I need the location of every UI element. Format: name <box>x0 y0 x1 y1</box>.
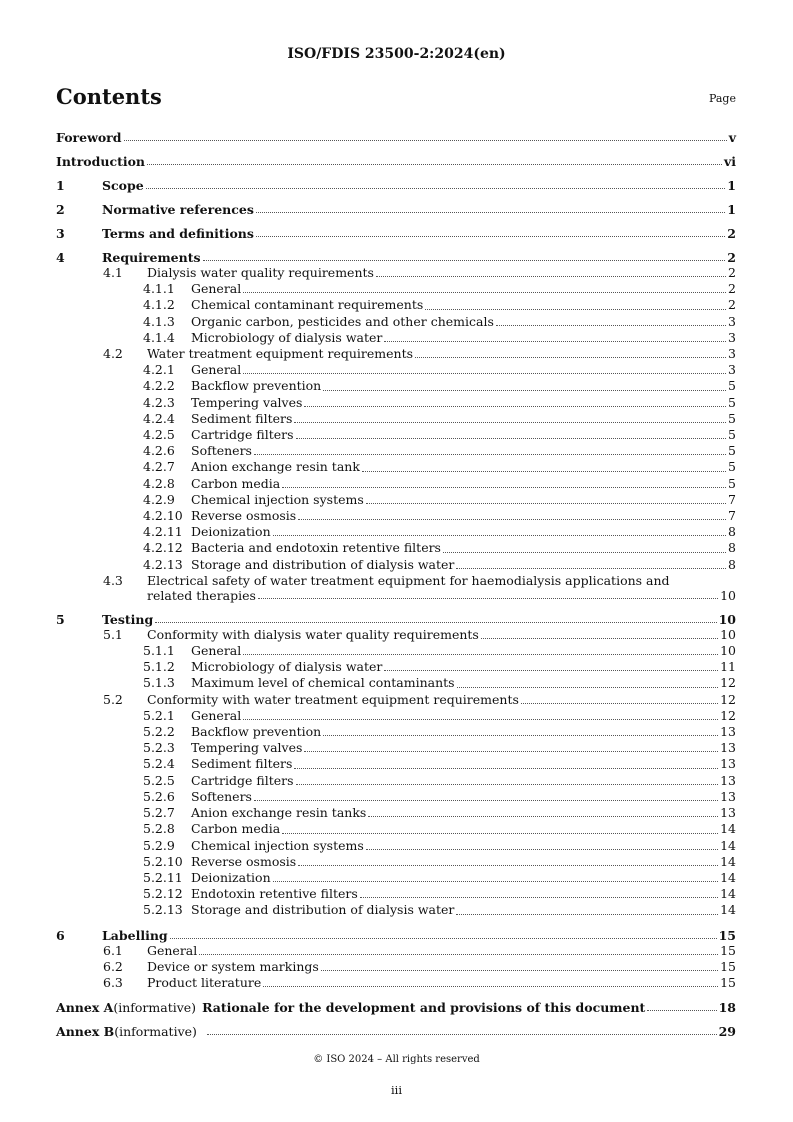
toc-entry-title: Deionization <box>191 524 271 540</box>
toc-entry-title: Reverse osmosis <box>191 853 297 869</box>
toc-entry[interactable] <box>56 346 736 362</box>
toc-entry-number: 4.2.7 <box>143 459 175 475</box>
toc-entry[interactable] <box>56 557 736 573</box>
copyright-notice: © ISO 2024 – All rights reserved <box>313 1054 480 1065</box>
toc-entry[interactable] <box>56 202 736 217</box>
toc-entry-title: Device or system markings <box>147 958 319 974</box>
toc-entry[interactable] <box>56 427 736 443</box>
toc-entry[interactable] <box>56 524 736 540</box>
dot-leader <box>256 236 725 237</box>
dot-leader <box>384 341 726 342</box>
toc-entry-number: 6 <box>56 927 65 943</box>
toc-entry-page: 13 <box>720 788 736 804</box>
toc-entry-number: 6.3 <box>103 974 123 990</box>
toc-entry-page: 13 <box>720 756 736 772</box>
toc-entry-number: 3 <box>56 226 65 241</box>
toc-entry-number: 4.1.1 <box>143 281 175 297</box>
toc-entry-title: General <box>191 643 242 659</box>
dot-leader <box>147 164 722 165</box>
toc-entry[interactable] <box>56 627 736 643</box>
toc-entry[interactable] <box>56 573 736 588</box>
toc-entry[interactable] <box>56 789 736 805</box>
toc-entry-page: 11 <box>720 659 736 675</box>
toc-entry-page: 2 <box>728 297 736 313</box>
dot-leader <box>647 1010 716 1011</box>
toc-entry-title: Maximum level of chemical contaminants <box>191 675 455 691</box>
annex-label: Annex A <box>56 1000 114 1016</box>
dot-leader <box>155 622 716 623</box>
dot-leader <box>481 638 718 639</box>
toc-entry-number: 4.2.12 <box>143 540 183 556</box>
toc-entry-page: 14 <box>720 869 736 885</box>
toc-entry[interactable] <box>56 756 736 772</box>
annex-label: Annex B <box>56 1024 115 1040</box>
toc-entry-page: 13 <box>720 805 736 821</box>
toc-entry[interactable] <box>56 297 736 313</box>
toc-entry[interactable] <box>56 959 736 975</box>
toc-entry-title: Requirements <box>102 250 201 265</box>
toc-entry-page: 2 <box>727 250 736 265</box>
toc-entry-title: Reverse osmosis <box>191 508 297 524</box>
dot-leader <box>294 422 726 423</box>
toc-entry-title: Carbon media <box>191 821 281 837</box>
toc-entry-title: Storage and distribution of dialysis water <box>191 556 455 572</box>
dot-leader <box>263 986 718 987</box>
toc-entry-number: 5.2.12 <box>143 886 183 902</box>
toc-entry-title: Conformity with dialysis water quality requirements <box>147 626 479 642</box>
annex-title: Rationale for the development and provisions of this document <box>202 1000 646 1016</box>
toc-entry[interactable] <box>56 362 736 378</box>
dot-leader <box>304 751 718 752</box>
toc-entry-page: 5 <box>728 410 736 426</box>
annex-type: (informative) <box>114 1024 197 1040</box>
toc-entry-number: 5.2.5 <box>143 772 175 788</box>
toc-entry[interactable] <box>56 643 736 659</box>
toc-entry-page: 8 <box>728 524 736 540</box>
toc-entry-title: Cartridge filters <box>191 772 294 788</box>
dot-leader <box>254 800 718 801</box>
toc-entry-page: 12 <box>720 675 736 691</box>
dot-leader <box>456 914 718 915</box>
toc-entry[interactable] <box>56 330 736 346</box>
toc-entry-title: Electrical safety of water treatment equipment for haemodialysis applications and <box>147 572 670 588</box>
toc-entry-title: Water treatment equipment requirements <box>147 346 414 362</box>
toc-entry-number: 5.2.4 <box>143 756 175 772</box>
toc-entry-number: 5.2.3 <box>143 740 175 756</box>
dot-leader <box>243 373 726 374</box>
toc-entry[interactable] <box>56 314 736 330</box>
toc-entry-number: 4.3 <box>103 572 123 588</box>
toc-entry-number: 4.2.13 <box>143 556 183 572</box>
toc-entry-page: 3 <box>728 329 736 345</box>
toc-entry-title: Softeners <box>191 443 252 459</box>
toc-entry-page: 2 <box>728 265 736 280</box>
page-title: Contents <box>56 84 162 109</box>
toc-entry[interactable] <box>56 443 736 459</box>
dot-leader <box>273 881 718 882</box>
dot-leader <box>521 703 718 704</box>
dot-leader <box>146 188 726 189</box>
toc-entry-title: Scope <box>102 178 144 193</box>
toc-entry-page: 13 <box>720 724 736 740</box>
toc-entry-title: Sediment filters <box>191 756 293 772</box>
toc-entry[interactable] <box>56 492 736 508</box>
toc-entry-page: 12 <box>720 691 736 707</box>
dot-leader <box>243 719 718 720</box>
toc-entry[interactable] <box>56 476 736 492</box>
toc-entry-title: Softeners <box>191 788 252 804</box>
toc-entry-page: 14 <box>720 821 736 837</box>
toc-entry-number: 5 <box>56 611 65 627</box>
toc-entry-title: Storage and distribution of dialysis water <box>191 902 455 918</box>
toc-entry-page: 3 <box>728 346 736 362</box>
dot-leader <box>256 212 725 213</box>
toc-entry-title: Cartridge filters <box>191 427 294 443</box>
toc-entry-page: 15 <box>720 958 736 974</box>
toc-entry-page: 10 <box>720 626 736 642</box>
toc-entry-number: 5.1.2 <box>143 659 175 675</box>
toc-entry-continuation[interactable] <box>56 588 736 603</box>
dot-leader <box>203 260 726 261</box>
toc-entry-title: Normative references <box>102 202 254 217</box>
toc-entry-title: Chemical contaminant requirements <box>191 297 424 313</box>
dot-leader <box>496 325 726 326</box>
toc-entry-number: 2 <box>56 202 65 217</box>
toc-entry-number: 4.2.4 <box>143 410 175 426</box>
toc-entry-number: 1 <box>56 178 65 193</box>
toc-entry-title: Endotoxin retentive filters <box>191 886 358 902</box>
toc-entry[interactable] <box>56 724 736 740</box>
toc-entry-number: 5.2.13 <box>143 902 183 918</box>
toc-entry-title: Labelling <box>102 927 168 943</box>
toc-entry-number: 4.2 <box>103 346 123 362</box>
toc-entry[interactable] <box>56 773 736 789</box>
toc-entry[interactable] <box>56 130 736 145</box>
dot-leader <box>298 865 718 866</box>
toc-entry-title: Deionization <box>191 869 271 885</box>
toc-entry-number: 4.2.10 <box>143 508 183 524</box>
toc-entry-number: 5.2.1 <box>143 707 175 723</box>
toc-entry-page: 8 <box>728 556 736 572</box>
toc-entry-page: 8 <box>728 540 736 556</box>
toc-entry[interactable] <box>56 870 736 886</box>
toc-entry-page: 3 <box>728 313 736 329</box>
toc-entry-page: 1 <box>727 202 736 217</box>
toc-entry[interactable] <box>56 708 736 724</box>
toc-entry[interactable] <box>56 943 736 959</box>
dot-leader <box>321 970 718 971</box>
toc-entry-page: 5 <box>728 427 736 443</box>
toc-entry-number: 5.2.10 <box>143 853 183 869</box>
dot-leader <box>294 768 718 769</box>
toc-entry-page: 7 <box>728 491 736 507</box>
toc-entry[interactable] <box>56 612 736 627</box>
toc-annex-entry[interactable] <box>56 1000 736 1015</box>
dot-leader <box>366 849 718 850</box>
toc-entry-title: Foreword <box>56 130 122 145</box>
toc-entry-title: Chemical injection systems <box>191 837 364 853</box>
toc-entry-number: 5.2.2 <box>143 724 175 740</box>
toc-entry-page: 15 <box>720 942 736 958</box>
toc-entry[interactable] <box>56 928 736 943</box>
toc-entry-title: Anion exchange resin tank <box>191 459 360 475</box>
toc-entry-title: Carbon media <box>191 475 281 491</box>
toc-entry-number: 5.2.9 <box>143 837 175 853</box>
toc-entry-title: Tempering valves <box>191 740 303 756</box>
toc-entry-page: 5 <box>728 394 736 410</box>
toc-entry-number: 4.2.3 <box>143 394 175 410</box>
dot-leader <box>170 938 717 939</box>
toc-entry-title: Backflow prevention <box>191 378 322 394</box>
dot-leader <box>298 519 726 520</box>
dot-leader <box>243 654 718 655</box>
dot-leader <box>366 503 726 504</box>
toc-entry-page: 14 <box>720 853 736 869</box>
dot-leader <box>456 568 726 569</box>
dot-leader <box>360 897 718 898</box>
toc-entry-number: 5.2 <box>103 691 123 707</box>
toc-entry-title: General <box>147 942 198 958</box>
toc-entry-title: Testing <box>102 611 154 627</box>
dot-leader <box>425 309 726 310</box>
toc-entry-number: 5.1 <box>103 626 123 642</box>
document-id-header: ISO/FDIS 23500-2:2024(en) <box>287 46 506 62</box>
toc-entry[interactable] <box>56 250 736 265</box>
toc-entry-page: 5 <box>728 475 736 491</box>
toc-entry-page: 10 <box>718 611 736 627</box>
toc-entry-page: 3 <box>728 362 736 378</box>
toc-entry-page: 2 <box>727 226 736 241</box>
toc-entry[interactable] <box>56 281 736 297</box>
page-column-label: Page <box>708 92 736 105</box>
toc-entry-number: 4.2.9 <box>143 491 175 507</box>
toc-entry-title: Microbiology of dialysis water <box>191 659 383 675</box>
toc-entry-page: 10 <box>720 643 736 659</box>
dot-leader <box>254 454 726 455</box>
toc-entry-title: Product literature <box>147 974 262 990</box>
toc-entry-title: Backflow prevention <box>191 724 322 740</box>
toc-entry-page: 5 <box>728 378 736 394</box>
toc-entry[interactable] <box>56 692 736 708</box>
dot-leader <box>258 598 718 599</box>
toc-entry-page: 5 <box>728 459 736 475</box>
toc-entry-number: 4.2.8 <box>143 475 175 491</box>
dot-leader <box>323 390 726 391</box>
table-of-contents <box>56 130 736 1039</box>
toc-entry[interactable] <box>56 805 736 821</box>
toc-entry-page: v <box>728 130 736 145</box>
toc-entry[interactable] <box>56 740 736 756</box>
toc-entry-page: 7 <box>728 508 736 524</box>
dot-leader <box>207 1034 717 1035</box>
toc-entry[interactable] <box>56 838 736 854</box>
toc-entry-title: Chemical injection systems <box>191 491 364 507</box>
toc-entry-title: General <box>191 707 242 723</box>
toc-entry-page: 1 <box>727 178 736 193</box>
toc-entry[interactable] <box>56 659 736 675</box>
dot-leader <box>282 487 726 488</box>
toc-entry-title-continued: related therapies <box>147 587 256 603</box>
toc-entry[interactable] <box>56 508 736 524</box>
toc-entry[interactable] <box>56 854 736 870</box>
toc-entry-number: 4.1.3 <box>143 313 175 329</box>
toc-entry-page: 13 <box>720 740 736 756</box>
toc-entry-page: 12 <box>720 707 736 723</box>
dot-leader <box>323 735 718 736</box>
toc-entry-page: 18 <box>718 1000 736 1016</box>
toc-entry-number: 5.2.11 <box>143 869 183 885</box>
toc-entry-number: 5.2.6 <box>143 788 175 804</box>
dot-leader <box>362 471 726 472</box>
toc-entry-title: Bacteria and endotoxin retentive filters <box>191 540 441 556</box>
toc-entry-page: 15 <box>720 974 736 990</box>
toc-entry-number: 4.2.1 <box>143 362 175 378</box>
toc-entry-title: General <box>191 362 242 378</box>
toc-annex-entry[interactable] <box>56 1024 736 1039</box>
toc-entry-page: 5 <box>728 443 736 459</box>
toc-entry-number: 4.1.2 <box>143 297 175 313</box>
toc-entry-number: 4.2.2 <box>143 378 175 394</box>
dot-leader <box>376 276 726 277</box>
toc-entry-title: Tempering valves <box>191 394 303 410</box>
toc-entry[interactable] <box>56 675 736 691</box>
toc-entry-title: Anion exchange resin tanks <box>191 805 367 821</box>
toc-entry-title: Introduction <box>56 154 146 169</box>
dot-leader <box>243 292 726 293</box>
dot-leader <box>415 357 726 358</box>
dot-leader <box>282 833 718 834</box>
annex-type: (informative) <box>113 1000 197 1016</box>
toc-entry[interactable] <box>56 886 736 902</box>
toc-entry-number: 4.2.11 <box>143 524 183 540</box>
toc-entry-page: 10 <box>720 587 736 603</box>
toc-entry[interactable] <box>56 265 736 281</box>
toc-entry-number: 4 <box>56 250 65 265</box>
toc-entry-title: Microbiology of dialysis water <box>191 329 383 345</box>
dot-leader <box>273 535 726 536</box>
toc-entry[interactable] <box>56 821 736 837</box>
toc-entry-page: vi <box>723 154 736 169</box>
page-number: iii <box>390 1083 403 1097</box>
toc-entry-number: 4.2.6 <box>143 443 175 459</box>
dot-leader <box>296 438 727 439</box>
toc-entry-number: 6.2 <box>103 958 123 974</box>
toc-entry-title: Sediment filters <box>191 410 293 426</box>
toc-entry-number: 5.1.3 <box>143 675 175 691</box>
toc-entry[interactable] <box>56 178 736 193</box>
toc-entry[interactable] <box>56 154 736 169</box>
dot-leader <box>384 670 718 671</box>
dot-leader <box>457 687 718 688</box>
toc-entry-title: Organic carbon, pesticides and other chemicals <box>191 313 494 329</box>
toc-entry-number: 5.1.1 <box>143 643 175 659</box>
toc-entry-number: 5.2.7 <box>143 805 175 821</box>
toc-entry-page: 13 <box>720 772 736 788</box>
dot-leader <box>296 784 719 785</box>
toc-entry-page: 14 <box>720 837 736 853</box>
dot-leader <box>443 552 726 553</box>
toc-entry[interactable] <box>56 902 736 918</box>
dot-leader <box>304 406 726 407</box>
dot-leader <box>368 816 718 817</box>
dot-leader <box>199 954 718 955</box>
toc-entry-page: 29 <box>718 1024 736 1040</box>
toc-entry-title: General <box>191 281 242 297</box>
toc-entry-page: 14 <box>720 902 736 918</box>
toc-entry[interactable] <box>56 411 736 427</box>
toc-entry[interactable] <box>56 378 736 394</box>
dot-leader <box>124 140 727 141</box>
toc-entry-number: 4.1.4 <box>143 329 175 345</box>
toc-entry[interactable] <box>56 226 736 241</box>
toc-entry-number: 4.1 <box>103 265 123 280</box>
toc-entry-title: Conformity with water treatment equipment requirements <box>147 691 519 707</box>
toc-entry-title: Terms and definitions <box>102 226 254 241</box>
toc-entry-page: 14 <box>720 886 736 902</box>
toc-entry-title: Dialysis water quality requirements <box>147 265 374 280</box>
toc-entry[interactable] <box>56 540 736 556</box>
toc-entry-number: 4.2.5 <box>143 427 175 443</box>
toc-entry[interactable] <box>56 975 736 991</box>
toc-entry-page: 15 <box>718 927 736 943</box>
toc-entry-number: 5.2.8 <box>143 821 175 837</box>
toc-entry[interactable] <box>56 459 736 475</box>
toc-entry[interactable] <box>56 395 736 411</box>
toc-entry-number: 6.1 <box>103 942 123 958</box>
toc-entry-page: 2 <box>728 281 736 297</box>
